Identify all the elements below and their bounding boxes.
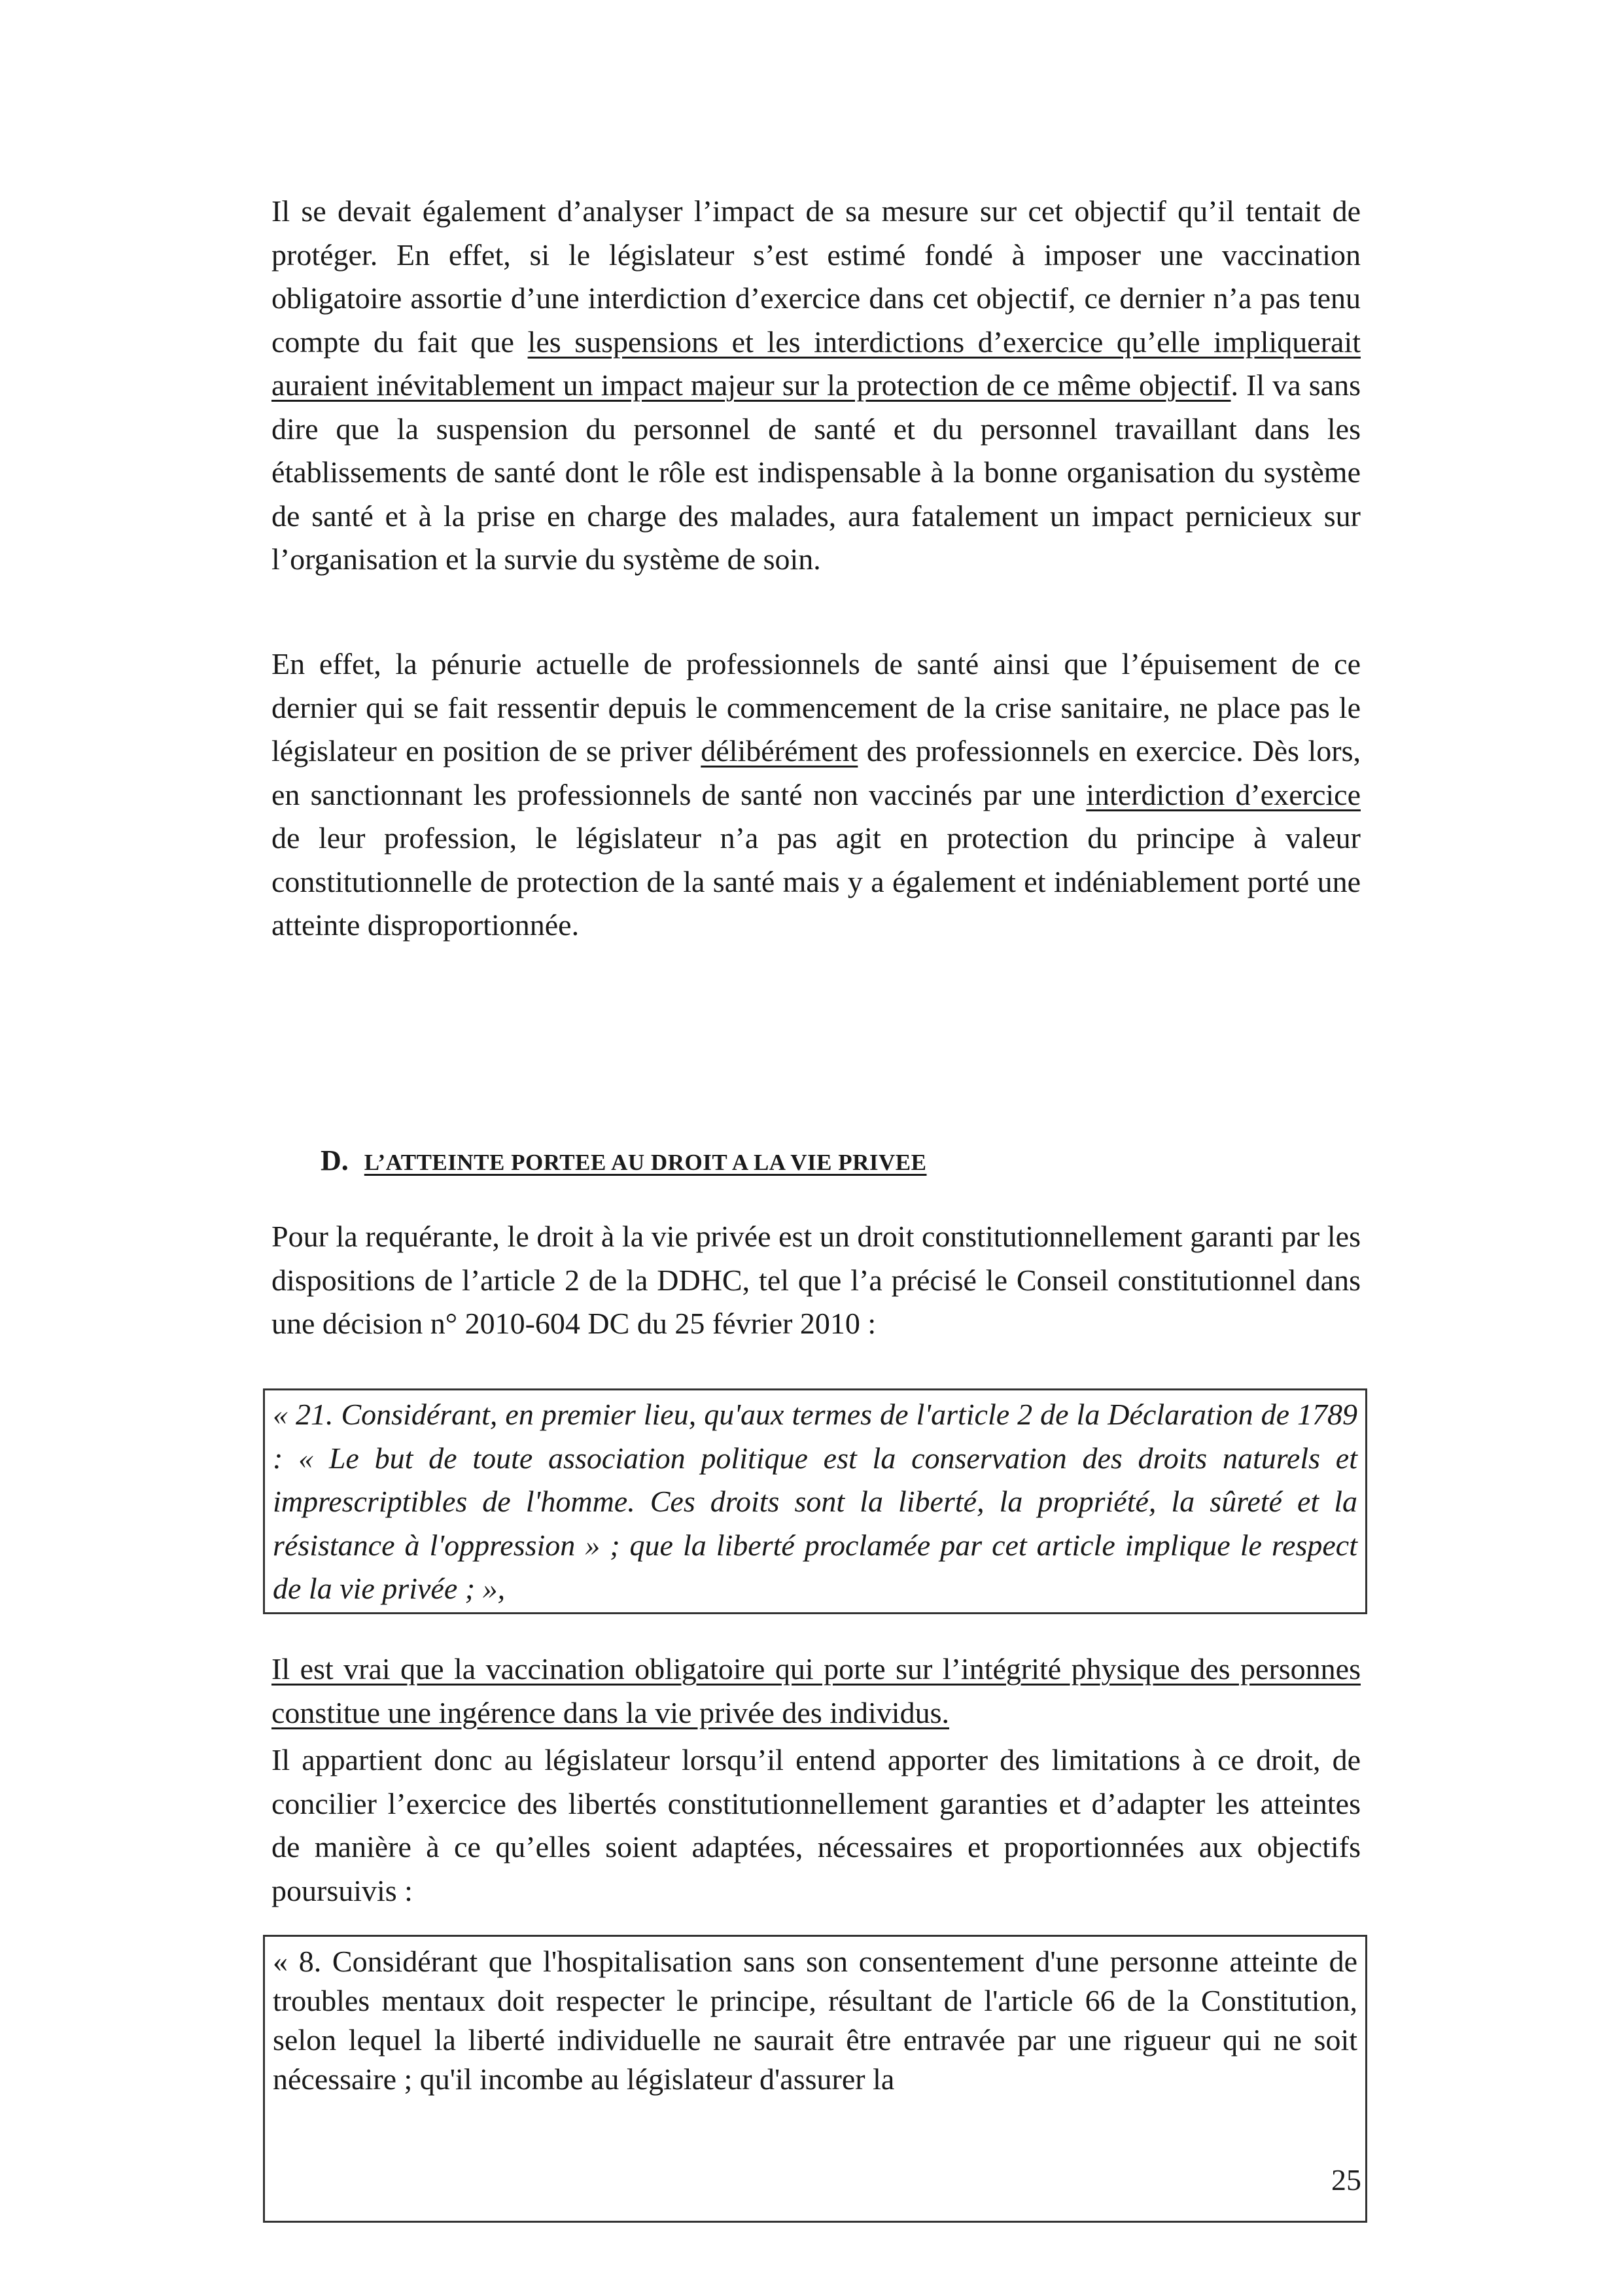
section-heading-title: L’ATTEINTE PORTEE AU DROIT A LA VIE PRIVEE xyxy=(364,1150,927,1175)
quote-text-decision-2010: « 21. Considérant, en premier lieu, qu'aux termes de l'article 2 de la Déclaration de 1789 : « Le but de toute association politique est la conservation des droits naturels et imprescriptibles de l'homme. Ces droits sont la liberté, la propriété, la sûreté et la résistance à l'oppression » ; que la liberté proclamée par cet article implique le respect de la vie privée ; », xyxy=(273,1398,1357,1605)
paragraph-impact-text-1: Il se devait également d’analyser l’impact de sa mesure sur cet objectif qu’il tentait de protéger. En effet, si le législateur s’est estimé fondé à imposer une vaccination obligatoire assortie d’une interdiction d’exercice dans cet objectif, ce dernier n’a pas tenu compte du fait que xyxy=(271,194,1361,359)
underlined-passage-suspensions: les suspensions et les interdictions d’exercice qu’elle impliquerait auraient inévitablement un impact majeur sur la protection de ce même objectif xyxy=(271,325,1361,402)
quote-box-decision-2010 xyxy=(263,1388,1367,1614)
paragraph-penurie-text-3: de leur profession, le législateur n’a pas agit en protection du principe à valeur constitutionnelle de protection de la santé mais y a également et indéniablement porté une atteinte disproportionnée. xyxy=(271,821,1361,942)
quote-box-hospitalisation xyxy=(263,1935,1367,2223)
paragraph-legislateur-limitations: Il appartient donc au législateur lorsqu’il entend apporter des limitations à ce droit, de concilier l’exercice des libertés constitutionnellement garanties et d’adapter les atteintes de manière à ce qu’elles soient adaptées, nécessaires et proportionnées aux objectifs poursuivis : xyxy=(271,1743,1361,1907)
section-heading-letter: D. xyxy=(321,1144,349,1176)
paragraph-penurie-text-1: En effet, la pénurie actuelle de professionnels de santé ainsi que l’épuisement de ce dernier qui se fait ressentir depuis le commencement de la crise sanitaire, ne place pas le législateur en position de se priver xyxy=(271,647,1361,768)
paragraph-impact-text-2: . Il va sans dire que la suspension du personnel de santé et du personnel travaillant dans les établissements de santé dont le rôle est indispensable à la bonne organisation du système de santé et à la prise en charge des malades, aura fatalement un impact pernicieux sur l’organisation et la survie du système de soin. xyxy=(271,368,1361,576)
paragraph-impact xyxy=(271,190,1361,582)
paragraph-penurie xyxy=(271,643,1361,947)
page-number: 25 xyxy=(1331,2163,1361,2197)
quote-text-hospitalisation: « 8. Considérant que l'hospitalisation sans son consentement d'une personne atteinte de troubles mentaux doit respecter le principe, résultant de l'article 66 de la Constitution, selon lequel la liberté individuelle ne saurait être entravée par une rigueur qui ne soit nécessaire ; qu'il incombe au législateur d'assurer la xyxy=(273,1945,1357,2096)
underlined-word-interdiction: interdiction d’exercice xyxy=(1086,777,1361,811)
section-heading xyxy=(321,1144,926,1177)
paragraph-penurie-text-2: des professionnels en exercice. Dès lors, en sanctionnant les professionnels de santé non vaccinés par une xyxy=(271,734,1361,811)
underlined-passage-ingerence: Il est vrai que la vaccination obligatoire qui porte sur l’intégrité physique des personnes constitue une ingérence dans la vie privée des individus. xyxy=(271,1652,1361,1729)
underlined-word-deliberement: délibérément xyxy=(701,734,858,768)
paragraph-vaccination-ingerence xyxy=(271,1648,1361,1735)
paragraph-requerante: Pour la requérante, le droit à la vie privée est un droit constitutionnellement garanti par les dispositions de l’article 2 de la DDHC, tel que l’a précisé le Conseil constitutionnel dans une décision n° 2010-604 DC du 25 février 2010 : xyxy=(271,1220,1361,1340)
